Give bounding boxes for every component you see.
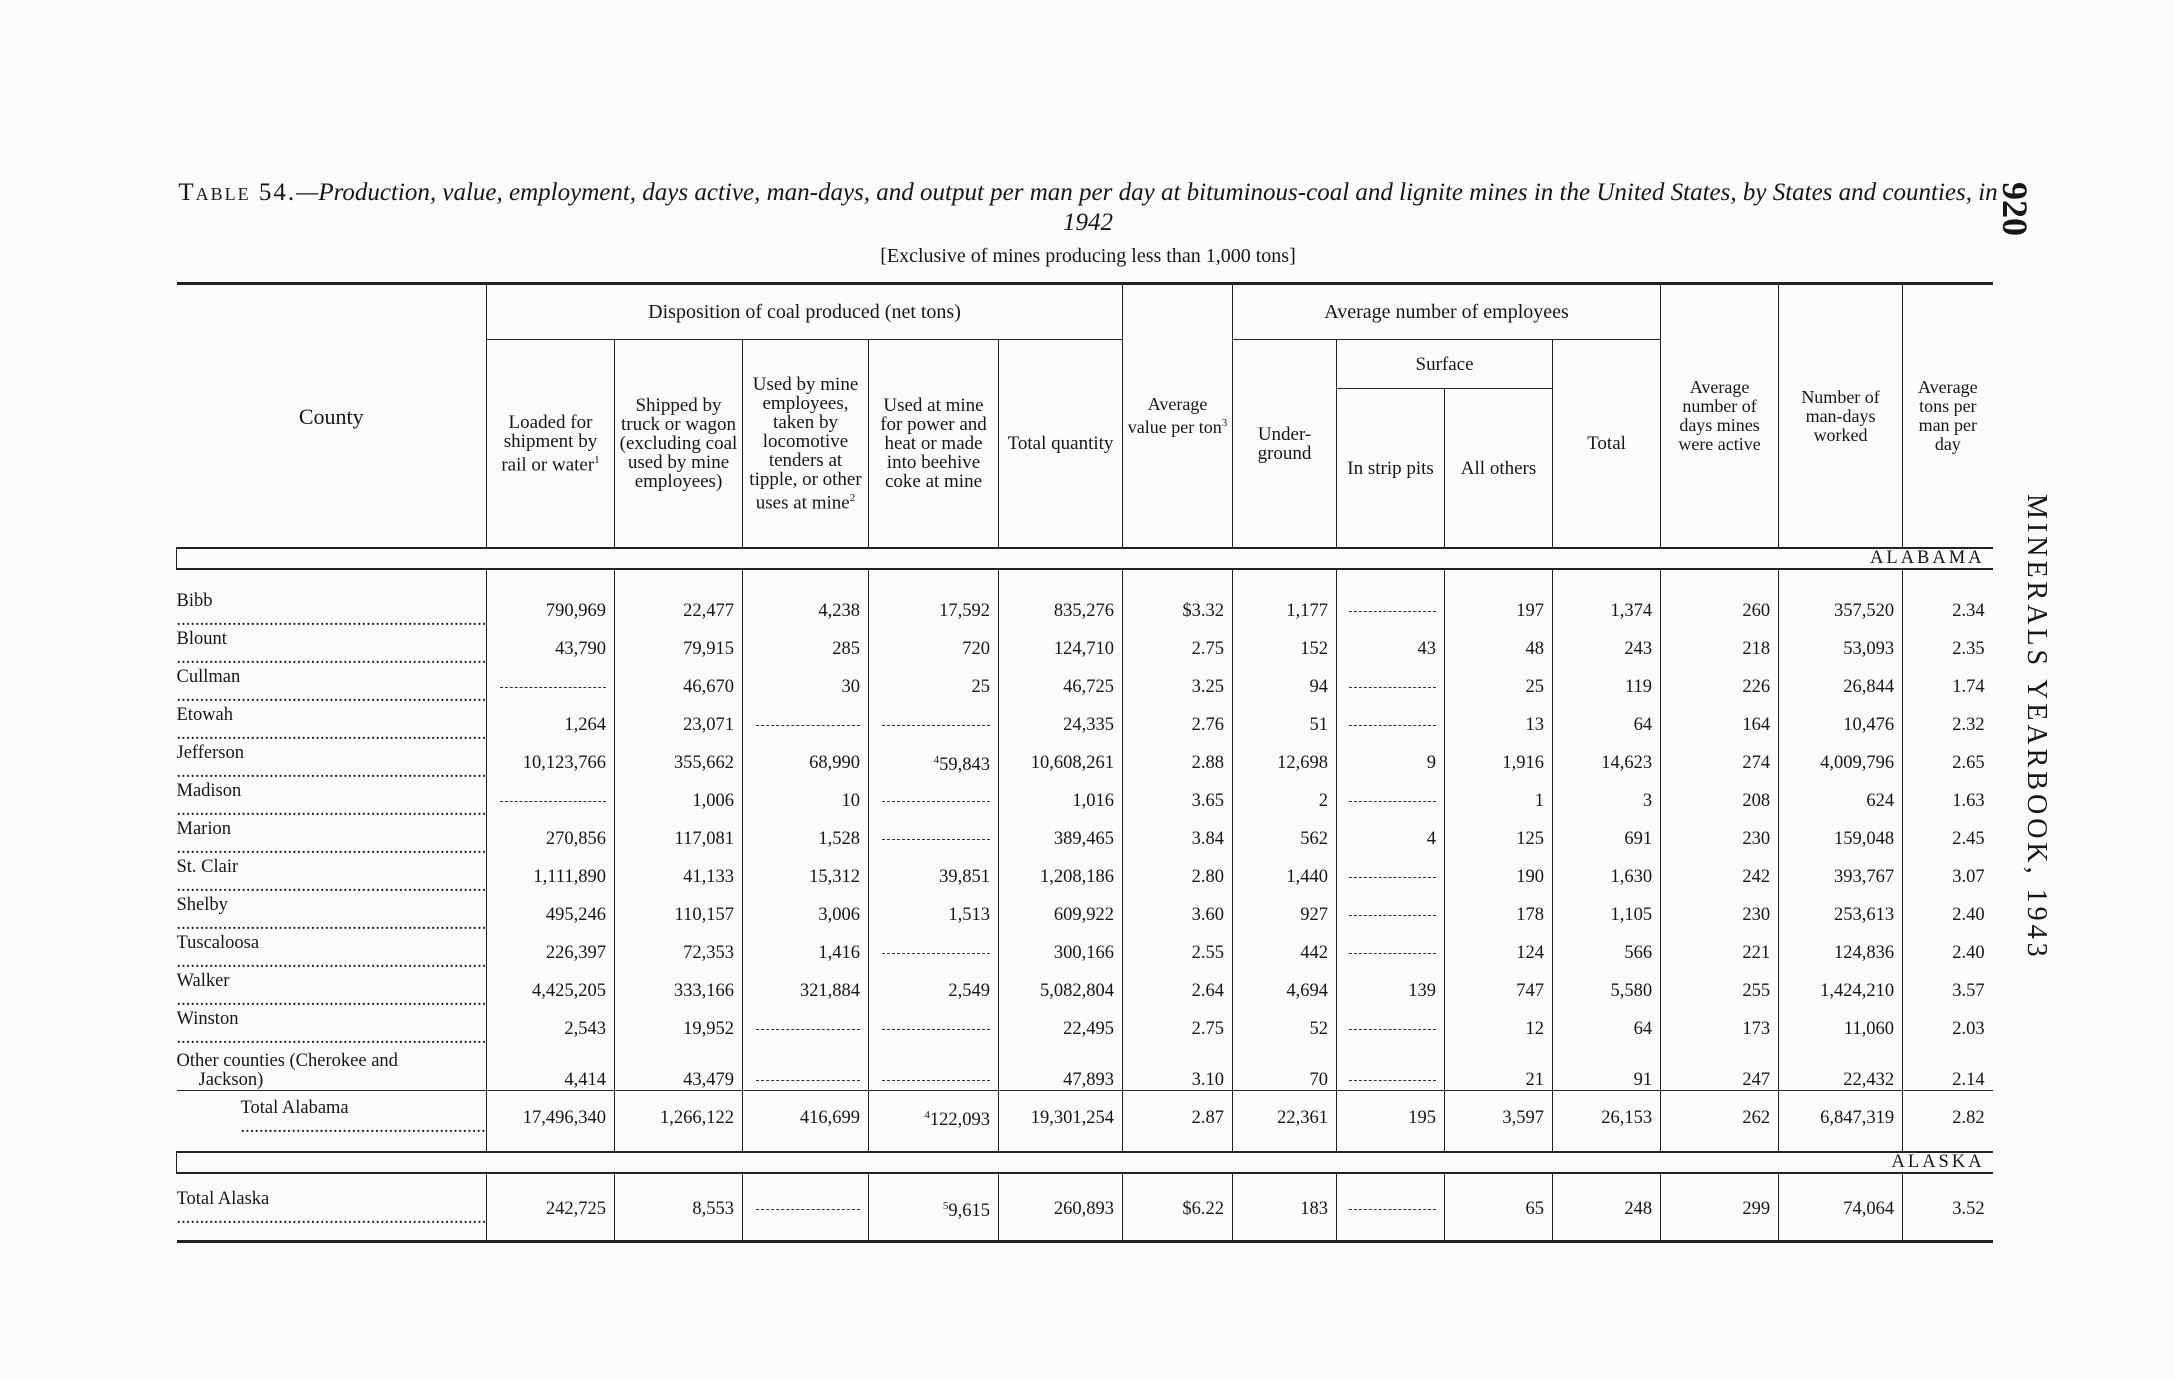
cell-underground: 183 [1233,1173,1337,1242]
cell-days-active: 242 [1661,858,1779,896]
cell-emp-total: 566 [1553,934,1661,972]
cell-tons-per-man: 3.57 [1903,972,1993,1010]
cell-used-employees: 1,528 [743,820,869,858]
table-row-total-alaska [177,1173,1993,1242]
table-number: Table 54. [178,179,297,206]
cell-used-power: $^4$59,843 [869,744,999,782]
table-row [177,744,1993,782]
cell-avg-value: 3.10 [1123,1048,1233,1091]
cell-all-others: 125 [1445,820,1553,858]
cell-man-days: 53,093 [1779,630,1903,668]
cell-used-employees [743,1048,869,1091]
cell-tons-per-man: 2.65 [1903,744,1993,782]
cell-underground: 22,361 [1233,1091,1337,1153]
cell-strip-pits [1337,706,1445,744]
cell-avg-value: 3.65 [1123,782,1233,820]
header-days-active: Average number of days mines were active [1661,284,1779,549]
cell-emp-total: 5,580 [1553,972,1661,1010]
cell-loaded: 226,397 [487,934,615,972]
table-row [177,972,1993,1010]
cell-emp-total: 3 [1553,782,1661,820]
cell-days-active: 208 [1661,782,1779,820]
cell-all-others: 65 [1445,1173,1553,1242]
cell-used-employees: 416,699 [743,1091,869,1153]
cell-all-others: 3,597 [1445,1091,1553,1153]
section-alaska: ALASKA [177,1152,1993,1173]
county-name: Walker ..... [177,972,487,1010]
cell-days-active: 218 [1661,630,1779,668]
cell-loaded: 790,969 [487,569,615,630]
header-man-days: Number of man-days worked [1779,284,1903,549]
table-row [177,630,1993,668]
running-head: MINERALS YEARBOOK, 1943 [2021,494,2052,961]
cell-days-active: 173 [1661,1010,1779,1048]
cell-used-power: $^5$9,615 [869,1173,999,1242]
cell-used-power [869,1048,999,1091]
cell-underground: 94 [1233,668,1337,706]
cell-days-active: 164 [1661,706,1779,744]
table-row [177,820,1993,858]
cell-underground: 152 [1233,630,1337,668]
header-total-quantity: Total quantity [999,340,1123,549]
cell-all-others: 124 [1445,934,1553,972]
cell-used-employees: 285 [743,630,869,668]
cell-tons-per-man: 3.07 [1903,858,1993,896]
cell-strip-pits [1337,668,1445,706]
coal-production-table [176,282,1993,1243]
table-caption: —Production, value, employment, days active, man-days, and output per man per day at bituminous-coal and lignite mines in the United States, by States and counties, in 1942 [296,179,1998,236]
header-all-others: All others [1445,389,1553,549]
cell-days-active: 226 [1661,668,1779,706]
alabama-rows [177,569,1993,1048]
cell-tons-per-man: 1.74 [1903,668,1993,706]
cell-man-days: 11,060 [1779,1010,1903,1048]
cell-emp-total: 1,105 [1553,896,1661,934]
cell-loaded: 242,725 [487,1173,615,1242]
cell-shipped: 1,006 [615,782,743,820]
cell-all-others: 1 [1445,782,1553,820]
table-subtitle: [Exclusive of mines producing less than 1,000 tons] [880,245,1296,267]
cell-total-quantity: 19,301,254 [999,1091,1123,1153]
cell-shipped: 333,166 [615,972,743,1010]
county-name: Etowah ..... [177,706,487,744]
county-name: Madison ..... [177,782,487,820]
cell-used-power [869,934,999,972]
county-name: Marion ..... [177,820,487,858]
cell-all-others: 13 [1445,706,1553,744]
cell-man-days: 4,009,796 [1779,744,1903,782]
cell-used-power: 39,851 [869,858,999,896]
county-name: Bibb ..... [177,569,487,630]
county-name: St. Clair ..... [177,858,487,896]
cell-strip-pits [1337,569,1445,630]
cell-underground: 2 [1233,782,1337,820]
cell-avg-value: $6.22 [1123,1173,1233,1242]
cell-tons-per-man: 2.03 [1903,1010,1993,1048]
cell-days-active: 230 [1661,820,1779,858]
cell-used-power: 2,549 [869,972,999,1010]
cell-total-quantity: 124,710 [999,630,1123,668]
cell-loaded [487,782,615,820]
table-title [178,178,1998,238]
table-row [177,668,1993,706]
cell-used-power [869,820,999,858]
cell-used-power: $^4$122,093 [869,1091,999,1153]
table-header [177,284,1993,549]
cell-underground: 562 [1233,820,1337,858]
cell-loaded: 1,111,890 [487,858,615,896]
cell-used-power: 25 [869,668,999,706]
cell-man-days: 10,476 [1779,706,1903,744]
county-name: Winston ..... [177,1010,487,1048]
cell-strip-pits: 43 [1337,630,1445,668]
cell-all-others: 12 [1445,1010,1553,1048]
cell-strip-pits [1337,1048,1445,1091]
cell-strip-pits: 4 [1337,820,1445,858]
header-county: County [177,284,487,549]
cell-underground: 1,440 [1233,858,1337,896]
cell-total-quantity: 300,166 [999,934,1123,972]
cell-days-active: 260 [1661,569,1779,630]
cell-tons-per-man: 2.32 [1903,706,1993,744]
cell-emp-total: 248 [1553,1173,1661,1242]
cell-used-power: 720 [869,630,999,668]
cell-man-days: 253,613 [1779,896,1903,934]
cell-loaded: 495,246 [487,896,615,934]
cell-man-days: 22,432 [1779,1048,1903,1091]
cell-man-days: 26,844 [1779,668,1903,706]
header-used-employees: Used by mine employees, taken by locomotive tenders at tipple, or other uses at mine$^2$ [743,340,869,549]
cell-used-employees: 30 [743,668,869,706]
cell-loaded: 1,264 [487,706,615,744]
cell-emp-total: 691 [1553,820,1661,858]
cell-underground: 70 [1233,1048,1337,1091]
cell-used-employees: 3,006 [743,896,869,934]
cell-used-employees: 15,312 [743,858,869,896]
cell-all-others: 178 [1445,896,1553,934]
cell-total-quantity: 1,208,186 [999,858,1123,896]
cell-emp-total: 64 [1553,706,1661,744]
cell-days-active: 230 [1661,896,1779,934]
cell-all-others: 1,916 [1445,744,1553,782]
cell-used-power: 17,592 [869,569,999,630]
cell-shipped: 19,952 [615,1010,743,1048]
cell-all-others: 747 [1445,972,1553,1010]
cell-used-employees: 10 [743,782,869,820]
cell-avg-value: 2.75 [1123,1010,1233,1048]
cell-shipped: 355,662 [615,744,743,782]
cell-underground: 442 [1233,934,1337,972]
cell-emp-total: 119 [1553,668,1661,706]
header-employees-group: Average number of employees [1233,284,1661,340]
cell-underground: 927 [1233,896,1337,934]
cell-total-quantity: 260,893 [999,1173,1123,1242]
cell-shipped: 117,081 [615,820,743,858]
cell-total-quantity: 22,495 [999,1010,1123,1048]
table-row [177,569,1993,630]
cell-man-days: 393,767 [1779,858,1903,896]
county-name: Cullman ..... [177,668,487,706]
cell-man-days: 357,520 [1779,569,1903,630]
cell-tons-per-man: 3.52 [1903,1173,1993,1242]
cell-total-quantity: 835,276 [999,569,1123,630]
cell-used-employees [743,1010,869,1048]
cell-days-active: 221 [1661,934,1779,972]
cell-used-employees: 321,884 [743,972,869,1010]
cell-tons-per-man: 2.40 [1903,934,1993,972]
cell-total-quantity: 46,725 [999,668,1123,706]
cell-emp-total: 1,374 [1553,569,1661,630]
cell-shipped: 46,670 [615,668,743,706]
cell-emp-total: 91 [1553,1048,1661,1091]
cell-emp-total: 64 [1553,1010,1661,1048]
cell-avg-value: 2.64 [1123,972,1233,1010]
cell-used-power [869,1010,999,1048]
cell-loaded [487,668,615,706]
county-name: Other counties (Cherokee and Jackson) [176,1051,398,1090]
cell-shipped: 72,353 [615,934,743,972]
cell-shipped: 1,266,122 [615,1091,743,1153]
cell-avg-value: 2.76 [1123,706,1233,744]
cell-tons-per-man: 2.40 [1903,896,1993,934]
cell-shipped: 22,477 [615,569,743,630]
cell-tons-per-man: 2.45 [1903,820,1993,858]
cell-avg-value: 3.84 [1123,820,1233,858]
cell-used-power: 1,513 [869,896,999,934]
cell-emp-total: 26,153 [1553,1091,1661,1153]
cell-avg-value: 2.88 [1123,744,1233,782]
cell-loaded: 4,414 [487,1048,615,1091]
cell-man-days: 159,048 [1779,820,1903,858]
cell-days-active: 299 [1661,1173,1779,1242]
county-name: Shelby ..... [177,896,487,934]
cell-loaded: 43,790 [487,630,615,668]
county-name: Jefferson ..... [177,744,487,782]
cell-total-quantity: 47,893 [999,1048,1123,1091]
section-alabama: ALABAMA [177,548,1993,569]
table-row [177,782,1993,820]
header-underground: Under-ground [1233,340,1337,549]
header-shipped: Shipped by truck or wagon (excluding coal used by mine employees) [615,340,743,549]
cell-tons-per-man: 2.14 [1903,1048,1993,1091]
cell-shipped: 41,133 [615,858,743,896]
cell-strip-pits: 9 [1337,744,1445,782]
cell-strip-pits [1337,1173,1445,1242]
cell-all-others: 190 [1445,858,1553,896]
header-loaded: Loaded for shipment by rail or water$^1$ [487,340,615,549]
cell-avg-value: 3.60 [1123,896,1233,934]
cell-man-days: 74,064 [1779,1173,1903,1242]
cell-total-quantity: 10,608,261 [999,744,1123,782]
cell-avg-value: 3.25 [1123,668,1233,706]
cell-tons-per-man: 2.34 [1903,569,1993,630]
table-row [177,896,1993,934]
cell-used-power [869,706,999,744]
table-row [177,706,1993,744]
cell-shipped: 79,915 [615,630,743,668]
cell-emp-total: 1,630 [1553,858,1661,896]
cell-underground: 4,694 [1233,972,1337,1010]
cell-all-others: 25 [1445,668,1553,706]
cell-used-employees: 4,238 [743,569,869,630]
cell-all-others: 48 [1445,630,1553,668]
table-row [177,934,1993,972]
cell-used-employees: 1,416 [743,934,869,972]
cell-all-others: 21 [1445,1048,1553,1091]
cell-used-employees [743,706,869,744]
cell-total-quantity: 24,335 [999,706,1123,744]
cell-all-others: 197 [1445,569,1553,630]
cell-strip-pits: 195 [1337,1091,1445,1153]
cell-shipped: 8,553 [615,1173,743,1242]
cell-underground: 51 [1233,706,1337,744]
header-tons-per-man: Average tons per man per day [1903,284,1993,549]
cell-emp-total: 243 [1553,630,1661,668]
header-strip-pits: In strip pits [1337,389,1445,549]
total-label: Total Alaska ..... [177,1173,487,1242]
cell-tons-per-man: 2.35 [1903,630,1993,668]
cell-strip-pits [1337,782,1445,820]
cell-loaded: 270,856 [487,820,615,858]
header-disposition-group: Disposition of coal produced (net tons) [487,284,1123,340]
cell-man-days: 624 [1779,782,1903,820]
alabama-totals [177,1048,1993,1152]
header-used-power: Used at mine for power and heat or made into beehive coke at mine [869,340,999,549]
cell-days-active: 255 [1661,972,1779,1010]
alabama-section [177,548,1993,569]
cell-total-quantity: 5,082,804 [999,972,1123,1010]
cell-total-quantity: 389,465 [999,820,1123,858]
cell-man-days: 1,424,210 [1779,972,1903,1010]
total-label: Total Alabama ..... [177,1091,487,1153]
header-avg-value: Average value per ton$^3$ [1123,284,1233,549]
cell-days-active: 274 [1661,744,1779,782]
county-name: Blount ..... [177,630,487,668]
cell-days-active: 262 [1661,1091,1779,1153]
cell-loaded: 10,123,766 [487,744,615,782]
cell-underground: 12,698 [1233,744,1337,782]
data-table-container [176,282,1992,1243]
cell-shipped: 43,479 [615,1048,743,1091]
cell-used-employees: 68,990 [743,744,869,782]
cell-tons-per-man: 2.82 [1903,1091,1993,1153]
page-number: 920 [1995,182,2035,236]
cell-used-power [869,782,999,820]
header-surface: Surface [1337,340,1553,389]
cell-underground: 52 [1233,1010,1337,1048]
county-name: Tuscaloosa ..... [177,934,487,972]
table-row [177,1010,1993,1048]
table-row-other-counties [177,1048,1993,1091]
cell-loaded: 17,496,340 [487,1091,615,1153]
cell-strip-pits [1337,1010,1445,1048]
cell-strip-pits [1337,858,1445,896]
table-row [177,858,1993,896]
cell-total-quantity: 609,922 [999,896,1123,934]
cell-strip-pits [1337,896,1445,934]
cell-tons-per-man: 1.63 [1903,782,1993,820]
cell-loaded: 4,425,205 [487,972,615,1010]
cell-underground: 1,177 [1233,569,1337,630]
cell-used-employees [743,1173,869,1242]
table-row-total-alabama [177,1091,1993,1153]
cell-days-active: 247 [1661,1048,1779,1091]
alaska-section [177,1152,1993,1242]
cell-strip-pits: 139 [1337,972,1445,1010]
cell-shipped: 110,157 [615,896,743,934]
cell-man-days: 124,836 [1779,934,1903,972]
cell-avg-value: 2.55 [1123,934,1233,972]
cell-avg-value: 2.87 [1123,1091,1233,1153]
cell-emp-total: 14,623 [1553,744,1661,782]
cell-strip-pits [1337,934,1445,972]
cell-loaded: 2,543 [487,1010,615,1048]
cell-man-days: 6,847,319 [1779,1091,1903,1153]
cell-avg-value: 2.75 [1123,630,1233,668]
header-emp-total: Total [1553,340,1661,549]
cell-avg-value: 2.80 [1123,858,1233,896]
cell-total-quantity: 1,016 [999,782,1123,820]
cell-shipped: 23,071 [615,706,743,744]
cell-avg-value: $3.32 [1123,569,1233,630]
